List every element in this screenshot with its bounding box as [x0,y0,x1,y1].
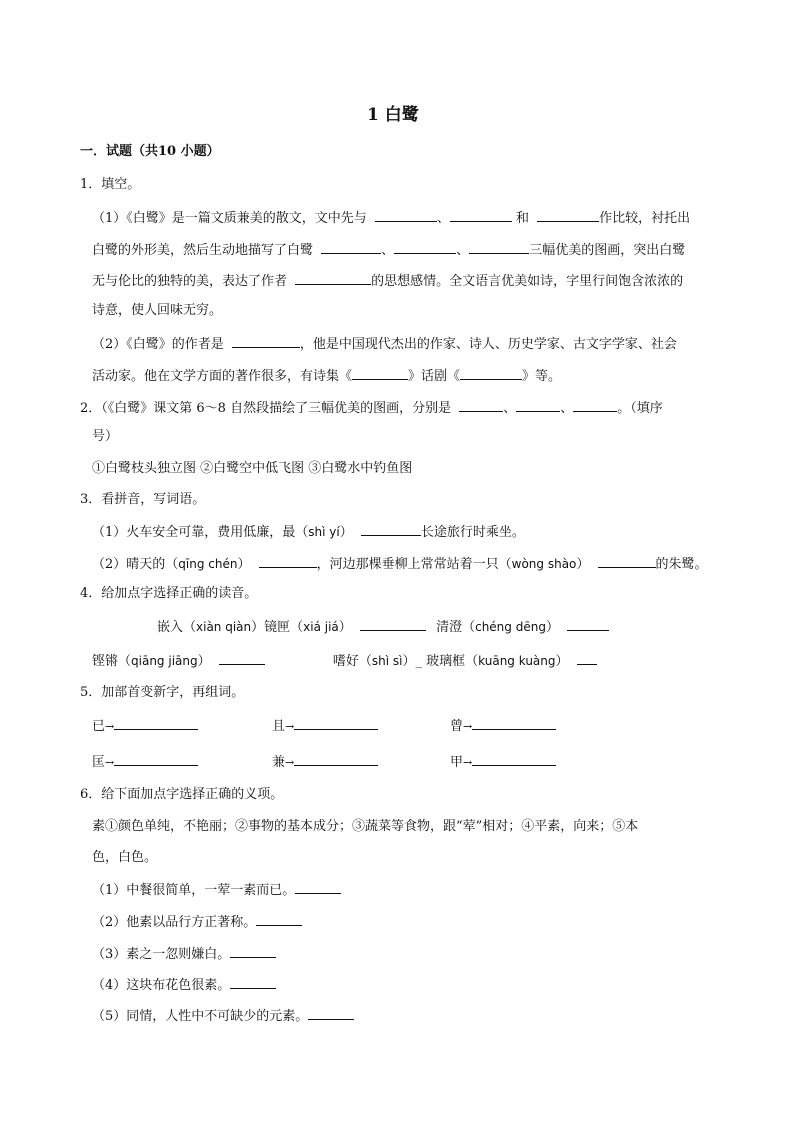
answer-blank[interactable] [294,716,378,730]
text: ） [237,557,251,572]
q4-row2 [92,651,597,671]
pinyin: chéng dēng [475,620,546,634]
q6-definition-line2: 色，白色。 [92,850,158,865]
text: 。（填序 [617,401,663,416]
text: 无与伦比的独特的美，表达了作者 [92,274,288,289]
q1-p1-line4: 诗意，使人回味无穷。 [92,303,223,318]
text: ） [338,620,352,635]
answer-blank[interactable] [472,716,556,730]
answer-blank[interactable] [516,398,560,412]
text: 嗜好（ [332,654,372,669]
q4-heading: 4．给加点字选择正确的读音。 [80,586,258,601]
text: （3）素之一忽则嫌白。 [92,947,231,962]
q6-heading: 6．给下面加点字选择正确的义项。 [80,787,284,802]
text: ）镜匣（ [251,620,304,635]
text: 白鹭的外形美，然后生动地描写了白鹭 [92,243,314,258]
answer-blank[interactable] [394,240,456,254]
answer-blank[interactable] [294,752,378,766]
arrow-icon: → [285,756,295,769]
answer-blank[interactable] [472,752,556,766]
answer-blank[interactable] [295,880,341,894]
text: 清澄（ [436,620,476,635]
text: 、 [503,401,517,416]
pinyin: shì yí [308,525,340,539]
text: （5）同情，人性中不可缺少的元素。 [92,1009,309,1024]
text: ） [576,557,590,572]
answer-blank[interactable] [360,617,426,631]
answer-blank[interactable] [450,208,512,222]
page-title: 1 白鹭 [367,105,419,125]
q3-line2 [92,554,708,574]
pinyin: qiāng jiāng [131,654,198,668]
text: （4）这块布花色很素。 [92,978,231,993]
q6-sentence-5 [92,1006,354,1026]
base-char: 曾 [450,719,464,734]
text: 的思想感情。全文语言优美如诗，字里行间饱含浓浓的 [371,274,684,289]
answer-blank[interactable] [256,912,302,926]
q5-item [92,752,198,772]
base-char: 匡 [92,755,106,770]
text: 嵌入（ [157,620,197,635]
answer-blank[interactable] [114,716,198,730]
text: 》话剧《 [408,369,461,384]
q5-item [450,716,556,736]
base-char: 已 [92,719,106,734]
text: 的朱鹭。 [655,557,708,572]
section-heading: 一．试题（共10 小题） [80,144,220,159]
text: ，河边那棵垂柳上常常站着一只（ [316,557,512,572]
answer-blank[interactable] [114,752,198,766]
text: 作比较，衬托出 [599,211,691,226]
text: 、 [381,243,395,258]
pinyin: xiá jiá [303,620,339,634]
text: 、 [560,401,574,416]
answer-blank[interactable] [460,366,522,380]
answer-blank[interactable] [219,651,265,665]
text: 活动家。他在文学方面的著作很多，有诗集《 [92,369,353,384]
text: （1）《白鹭》是一篇文质兼美的散文，文中先与 [92,211,367,226]
text: 和 [515,211,529,226]
text: （1）中餐很简单，一荤一素而已。 [92,883,296,898]
text: ）_ 玻璃框（ [402,654,479,669]
q3-heading: 3．看拼音，写词语。 [80,492,206,507]
q1-heading: 1．填空。 [80,177,141,192]
q6-sentence-4 [92,975,276,995]
arrow-icon: → [463,756,473,769]
text: 》等。 [522,369,562,384]
q1-p1-line3 [92,271,683,291]
text: 长途旅行时乘坐。 [420,525,525,540]
answer-blank[interactable] [361,522,421,536]
q6-sentence-2 [92,912,302,932]
text: ，他是中国现代杰出的作家、诗人、历史学家、古文字学家、社会 [299,337,677,352]
answer-blank[interactable] [259,554,317,568]
arrow-icon: → [105,756,115,769]
text: 铿锵（ [92,654,132,669]
q5-heading: 5．加部首变新字，再组词。 [80,685,245,700]
q1-p1-line2 [92,240,685,260]
answer-blank[interactable] [232,334,300,348]
pinyin: wòng shào [511,557,577,571]
answer-blank[interactable] [308,1006,354,1020]
base-char: 甲 [450,755,464,770]
answer-blank[interactable] [598,554,656,568]
answer-blank[interactable] [375,208,437,222]
q1-p2-line1 [92,334,677,354]
answer-blank[interactable] [577,651,597,665]
q2-options: ①白鹭枝头独立图 ②白鹭空中低飞图 ③白鹭水中钓鱼图 [92,461,413,476]
answer-blank[interactable] [321,240,381,254]
q6-definition-line1: 素①颜色单纯，不艳丽；②事物的基本成分；③蔬菜等食物，跟“荤”相对；④平素，向来；⑤本 [92,819,639,834]
pinyin: shì sì [371,654,403,668]
q5-item [272,716,378,736]
q6-sentence-1 [92,880,341,900]
text: （2）晴天的（ [92,557,179,572]
arrow-icon: → [105,720,115,733]
q2-line2: 号） [92,429,119,444]
q6-sentence-3 [92,944,276,964]
text: 、 [456,243,470,258]
answer-blank[interactable] [537,208,599,222]
q2-line1 [80,398,663,418]
text: ） [555,654,569,669]
answer-blank[interactable] [567,617,609,631]
q1-p1-line1 [92,208,690,228]
text: 三幅优美的图画，突出白鹭 [529,243,686,258]
text: 2．（《白鹭》课文第 6～8 自然段描绘了三幅优美的图画，分别是 [80,401,452,416]
text: （2）他素以品行方正著称。 [92,915,257,930]
answer-blank[interactable] [230,975,276,989]
q5-item [450,752,556,772]
q5-item [272,752,378,772]
q5-item [92,716,198,736]
text: 、 [436,211,450,226]
text: ） [545,620,559,635]
answer-blank[interactable] [459,398,503,412]
text: （2）《白鹭》的作者是 [92,337,224,352]
arrow-icon: → [285,720,295,733]
answer-blank[interactable] [352,366,408,380]
pinyin: kuāng kuàng [478,654,556,668]
pinyin: xiàn qiàn [196,620,252,634]
q1-p2-line2 [92,366,561,386]
arrow-icon: → [463,720,473,733]
answer-blank[interactable] [230,944,276,958]
text: ） [197,654,211,669]
pinyin: qīng chén [178,557,238,571]
base-char: 兼 [272,755,286,770]
q3-line1 [92,522,525,542]
answer-blank[interactable] [469,240,529,254]
text: ） [339,525,353,540]
answer-blank[interactable] [573,398,617,412]
text: （1）火车安全可靠，费用低廉，最（ [92,525,309,540]
q4-row1 [157,617,609,637]
answer-blank[interactable] [295,271,371,285]
base-char: 且 [272,719,286,734]
